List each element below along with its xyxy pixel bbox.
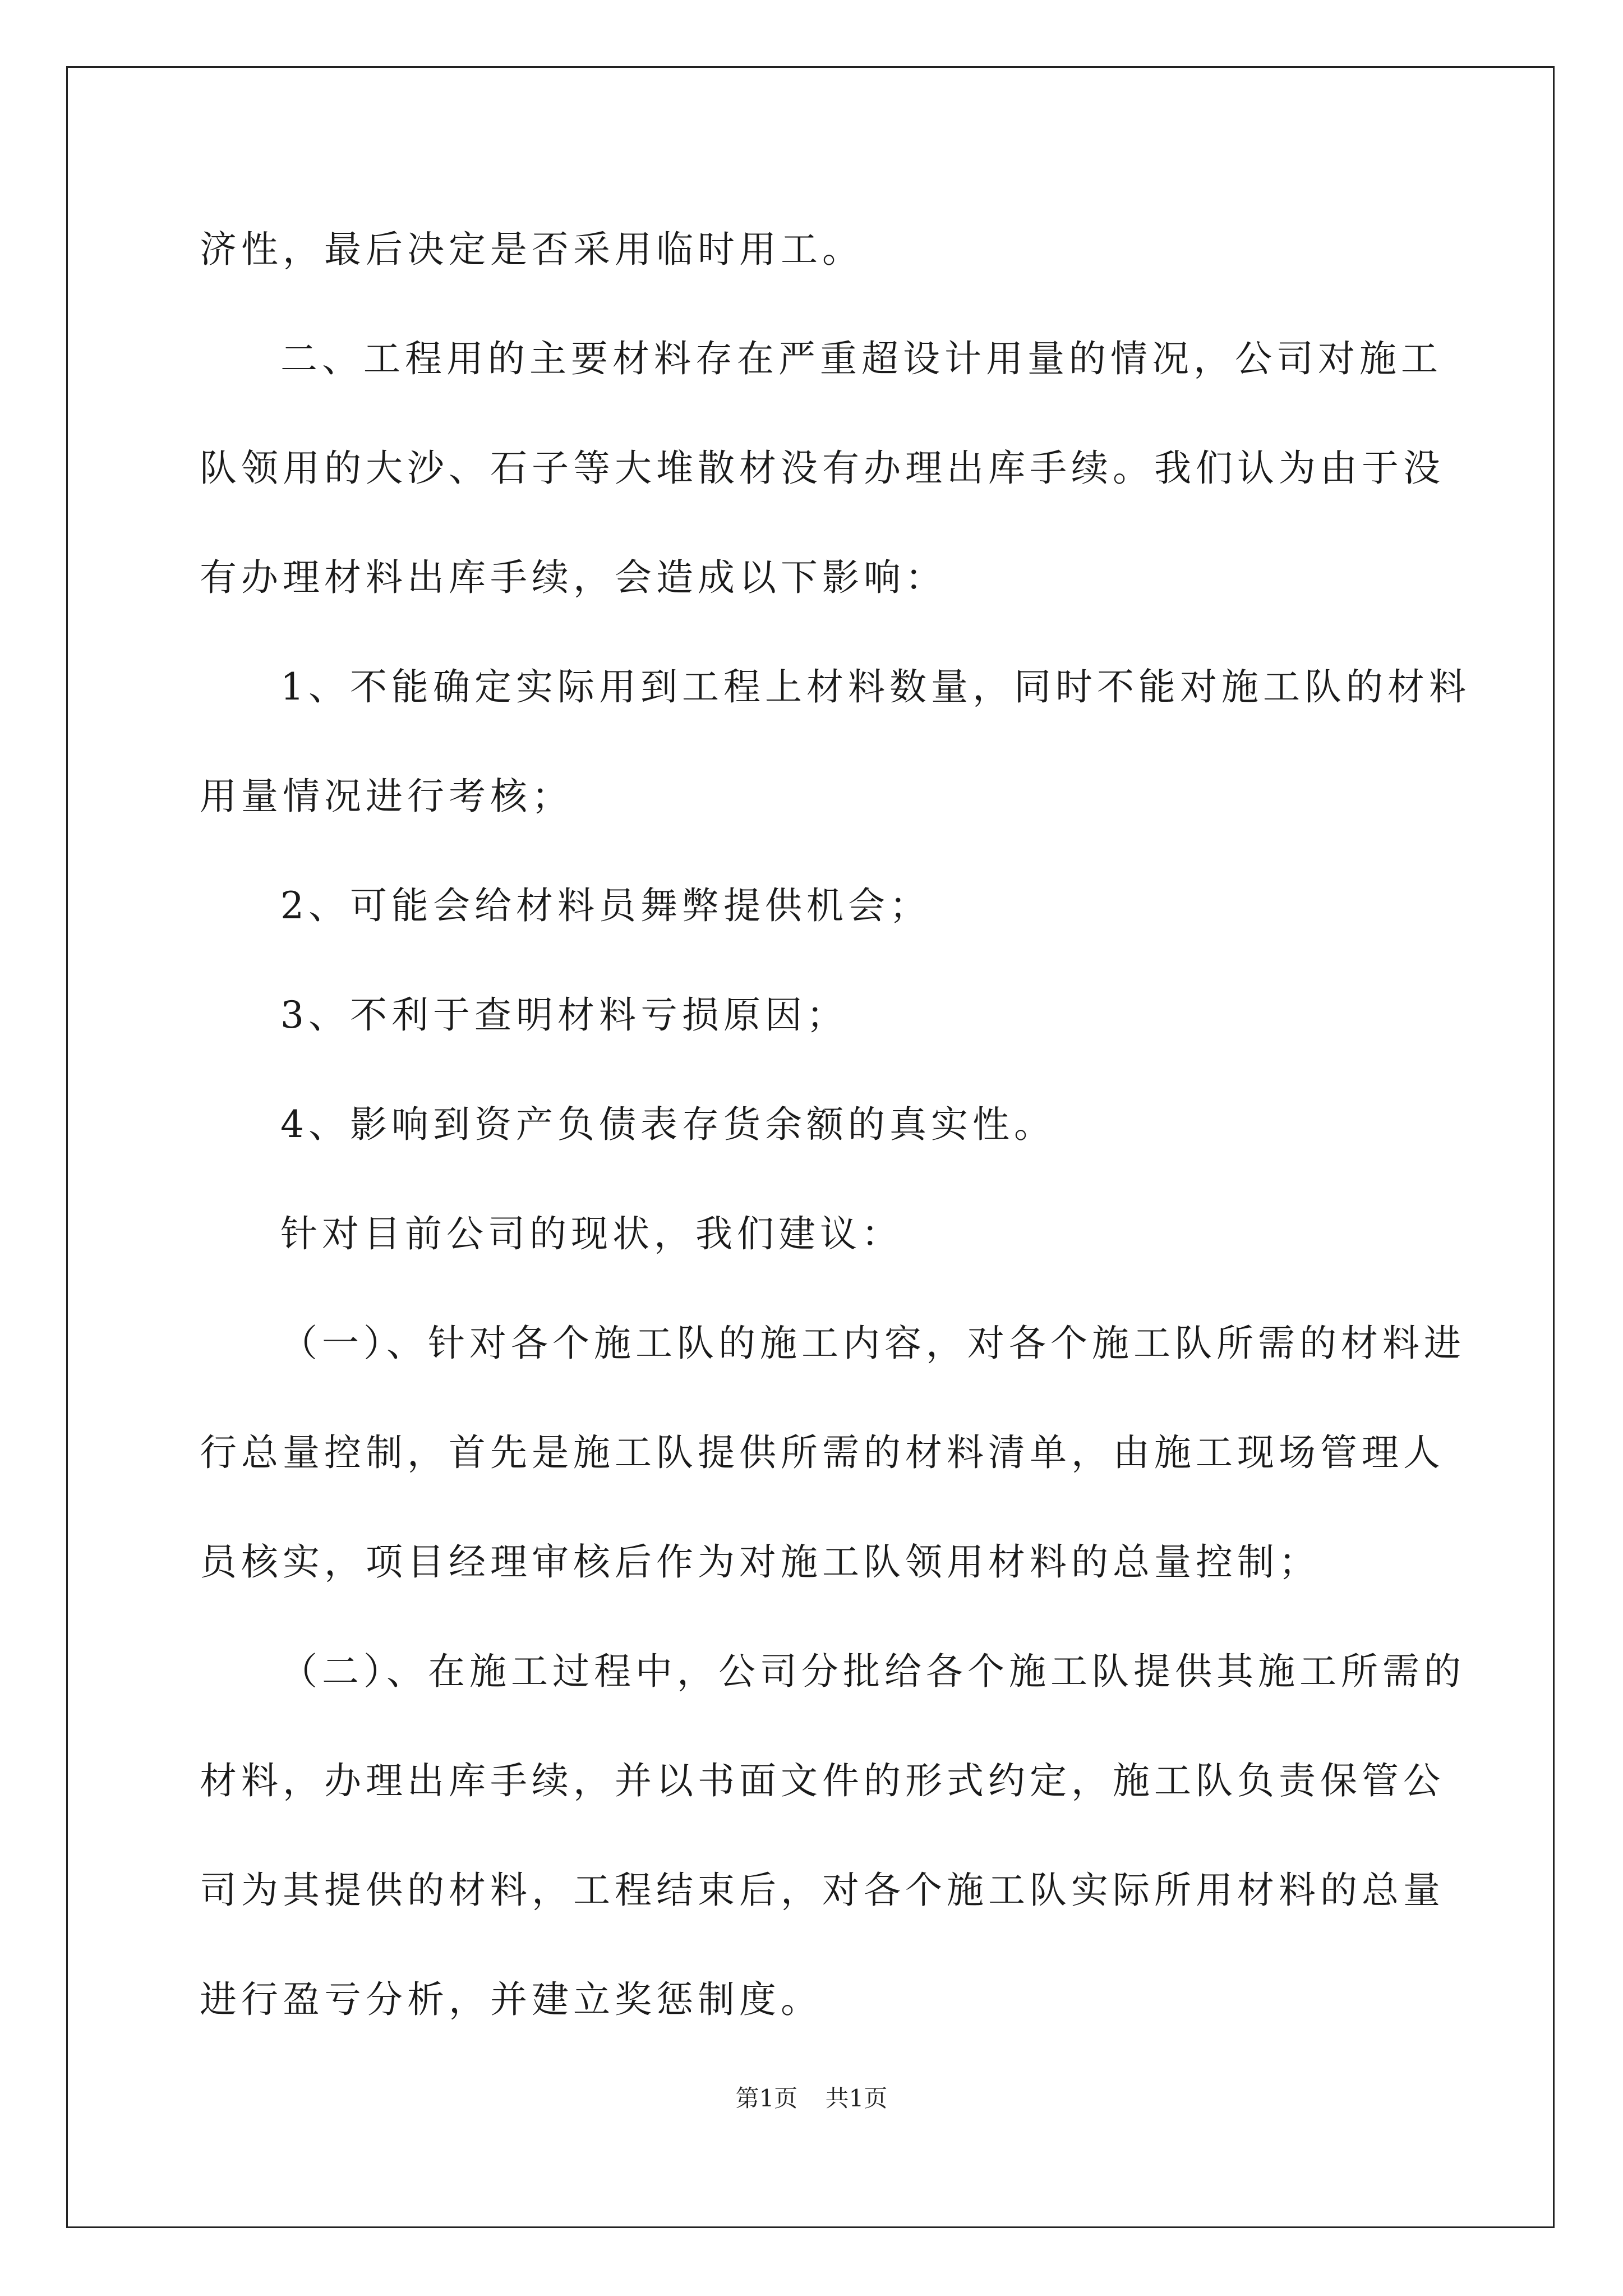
- text-line: 针对目前公司的现状，我们建议：: [280, 1212, 903, 1255]
- text-line: 司为其提供的材料，工程结束后，对各个施工队实际所用材料的总量: [200, 1869, 1445, 1912]
- text-line: 2、可能会给材料员舞弊提供机会；: [280, 884, 931, 927]
- text-line: 有办理材料出库手续，会造成以下影响：: [200, 556, 947, 599]
- text-line: （一）、针对各个施工队的施工内容，对各个施工队所需的材料进: [280, 1322, 1465, 1365]
- text-line: 进行盈亏分析，并建立奖惩制度。: [200, 1978, 822, 2021]
- text-line: 济性，最后决定是否采用临时用工。: [200, 228, 864, 271]
- page-footer: [0, 2085, 1623, 2113]
- text-line: 4、影响到资产负债表存货余额的真实性。: [280, 1103, 1055, 1146]
- text-line: 3、不利于查明材料亏损原因；: [280, 993, 848, 1037]
- page-number-current: 第1页: [735, 2085, 798, 2112]
- page-number-total: 共1页: [825, 2085, 888, 2112]
- text-line: （二）、在施工过程中，公司分批给各个施工队提供其施工所需的: [280, 1650, 1465, 1693]
- text-line: 行总量控制，首先是施工队提供所需的材料清单，由施工现场管理人: [200, 1431, 1445, 1474]
- text-line: 材料，办理出库手续，并以书面文件的形式约定，施工队负责保管公: [200, 1759, 1445, 1802]
- text-line: 员核实，项目经理审核后作为对施工队领用材料的总量控制；: [200, 1540, 1320, 1584]
- text-line: 1、不能确定实际用到工程上材料数量，同时不能对施工队的材料: [280, 665, 1470, 708]
- text-line: 队领用的大沙、石子等大堆散材没有办理出库手续。我们认为由于没: [200, 447, 1445, 490]
- text-line: 二、工程用的主要材料存在严重超设计用量的情况，公司对施工: [280, 337, 1442, 380]
- text-line: 用量情况进行考核；: [200, 775, 573, 818]
